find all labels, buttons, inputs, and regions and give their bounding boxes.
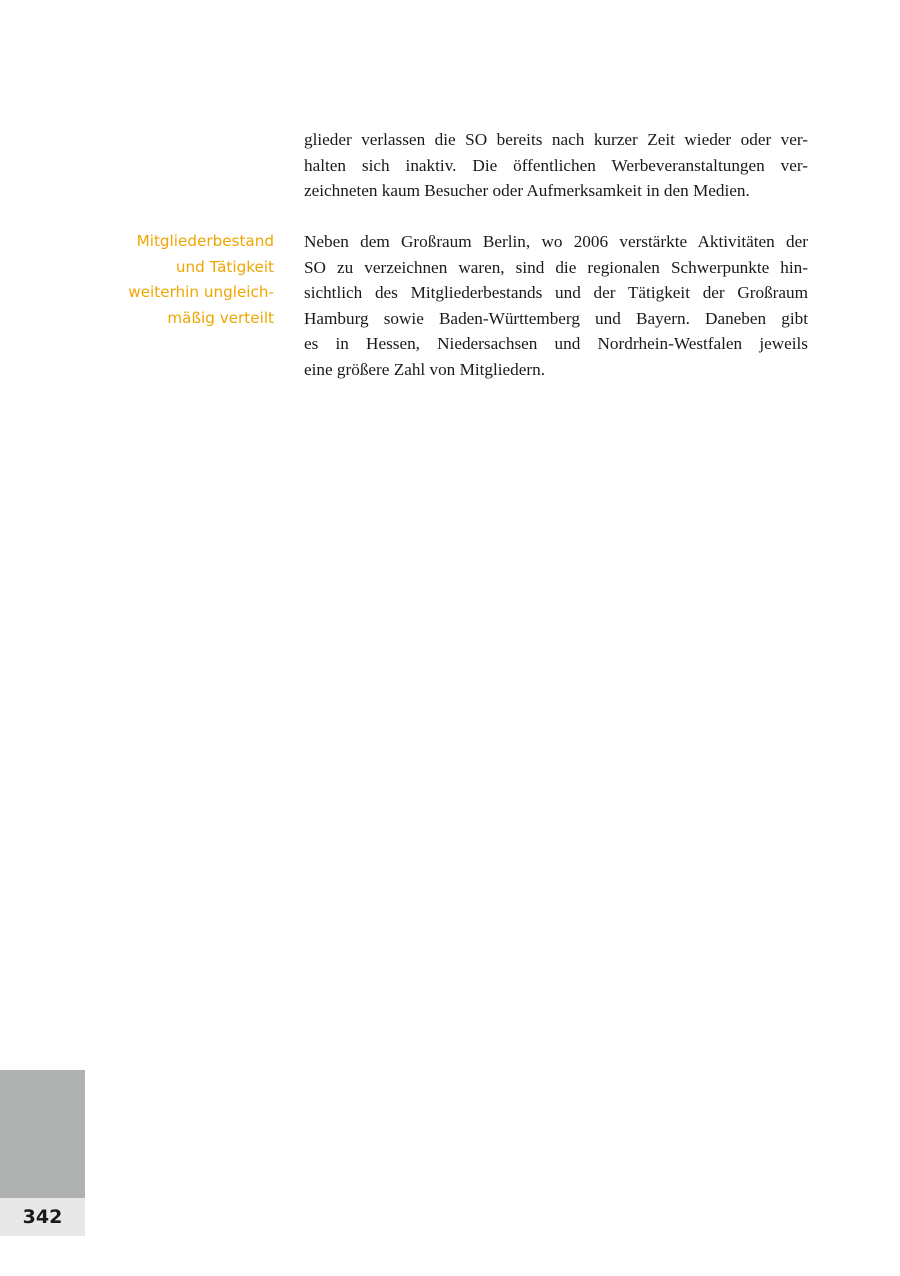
page-number: 342 bbox=[22, 1206, 63, 1228]
body-paragraph-2 bbox=[304, 229, 808, 383]
margin-note-line: weiterhin ungleich- bbox=[128, 283, 274, 302]
paragraph-line: glieder verlassen die SO bereits nach kurzer Zeit wieder oder ver- bbox=[304, 130, 808, 149]
paragraph-line: Neben dem Großraum Berlin, wo 2006 verstärkte Aktivitäten der bbox=[304, 232, 808, 251]
paragraph-line: halten sich inaktiv. Die öffentlichen Werbeveranstaltungen ver- bbox=[304, 155, 808, 175]
paragraph-line: eine größere Zahl von Mitgliedern. bbox=[304, 359, 546, 379]
body-paragraph-1 bbox=[304, 127, 808, 204]
page-edge-tab bbox=[0, 1070, 85, 1198]
page-number-box bbox=[0, 1198, 85, 1236]
paragraph-line: es in Hessen, Niedersachsen und Nordrhein-Westfalen jeweils bbox=[304, 334, 808, 354]
paragraph-line: SO zu verzeichnen waren, sind die regionalen Schwerpunkte hin- bbox=[304, 257, 808, 277]
paragraph-line: zeichneten kaum Besucher oder Aufmerksamkeit in den Medien. bbox=[304, 181, 750, 201]
margin-note-line: und Tätigkeit bbox=[175, 257, 274, 276]
paragraph-line: Hamburg sowie Baden-Württemberg und Bayern. Daneben gibt bbox=[304, 308, 808, 328]
margin-note-line: Mitgliederbestand bbox=[136, 232, 274, 250]
paragraph-line: sichtlich des Mitgliederbestands und der Tätigkeit der Großraum bbox=[304, 283, 808, 303]
margin-note-line: mäßig verteilt bbox=[167, 308, 274, 327]
margin-note bbox=[100, 229, 274, 331]
